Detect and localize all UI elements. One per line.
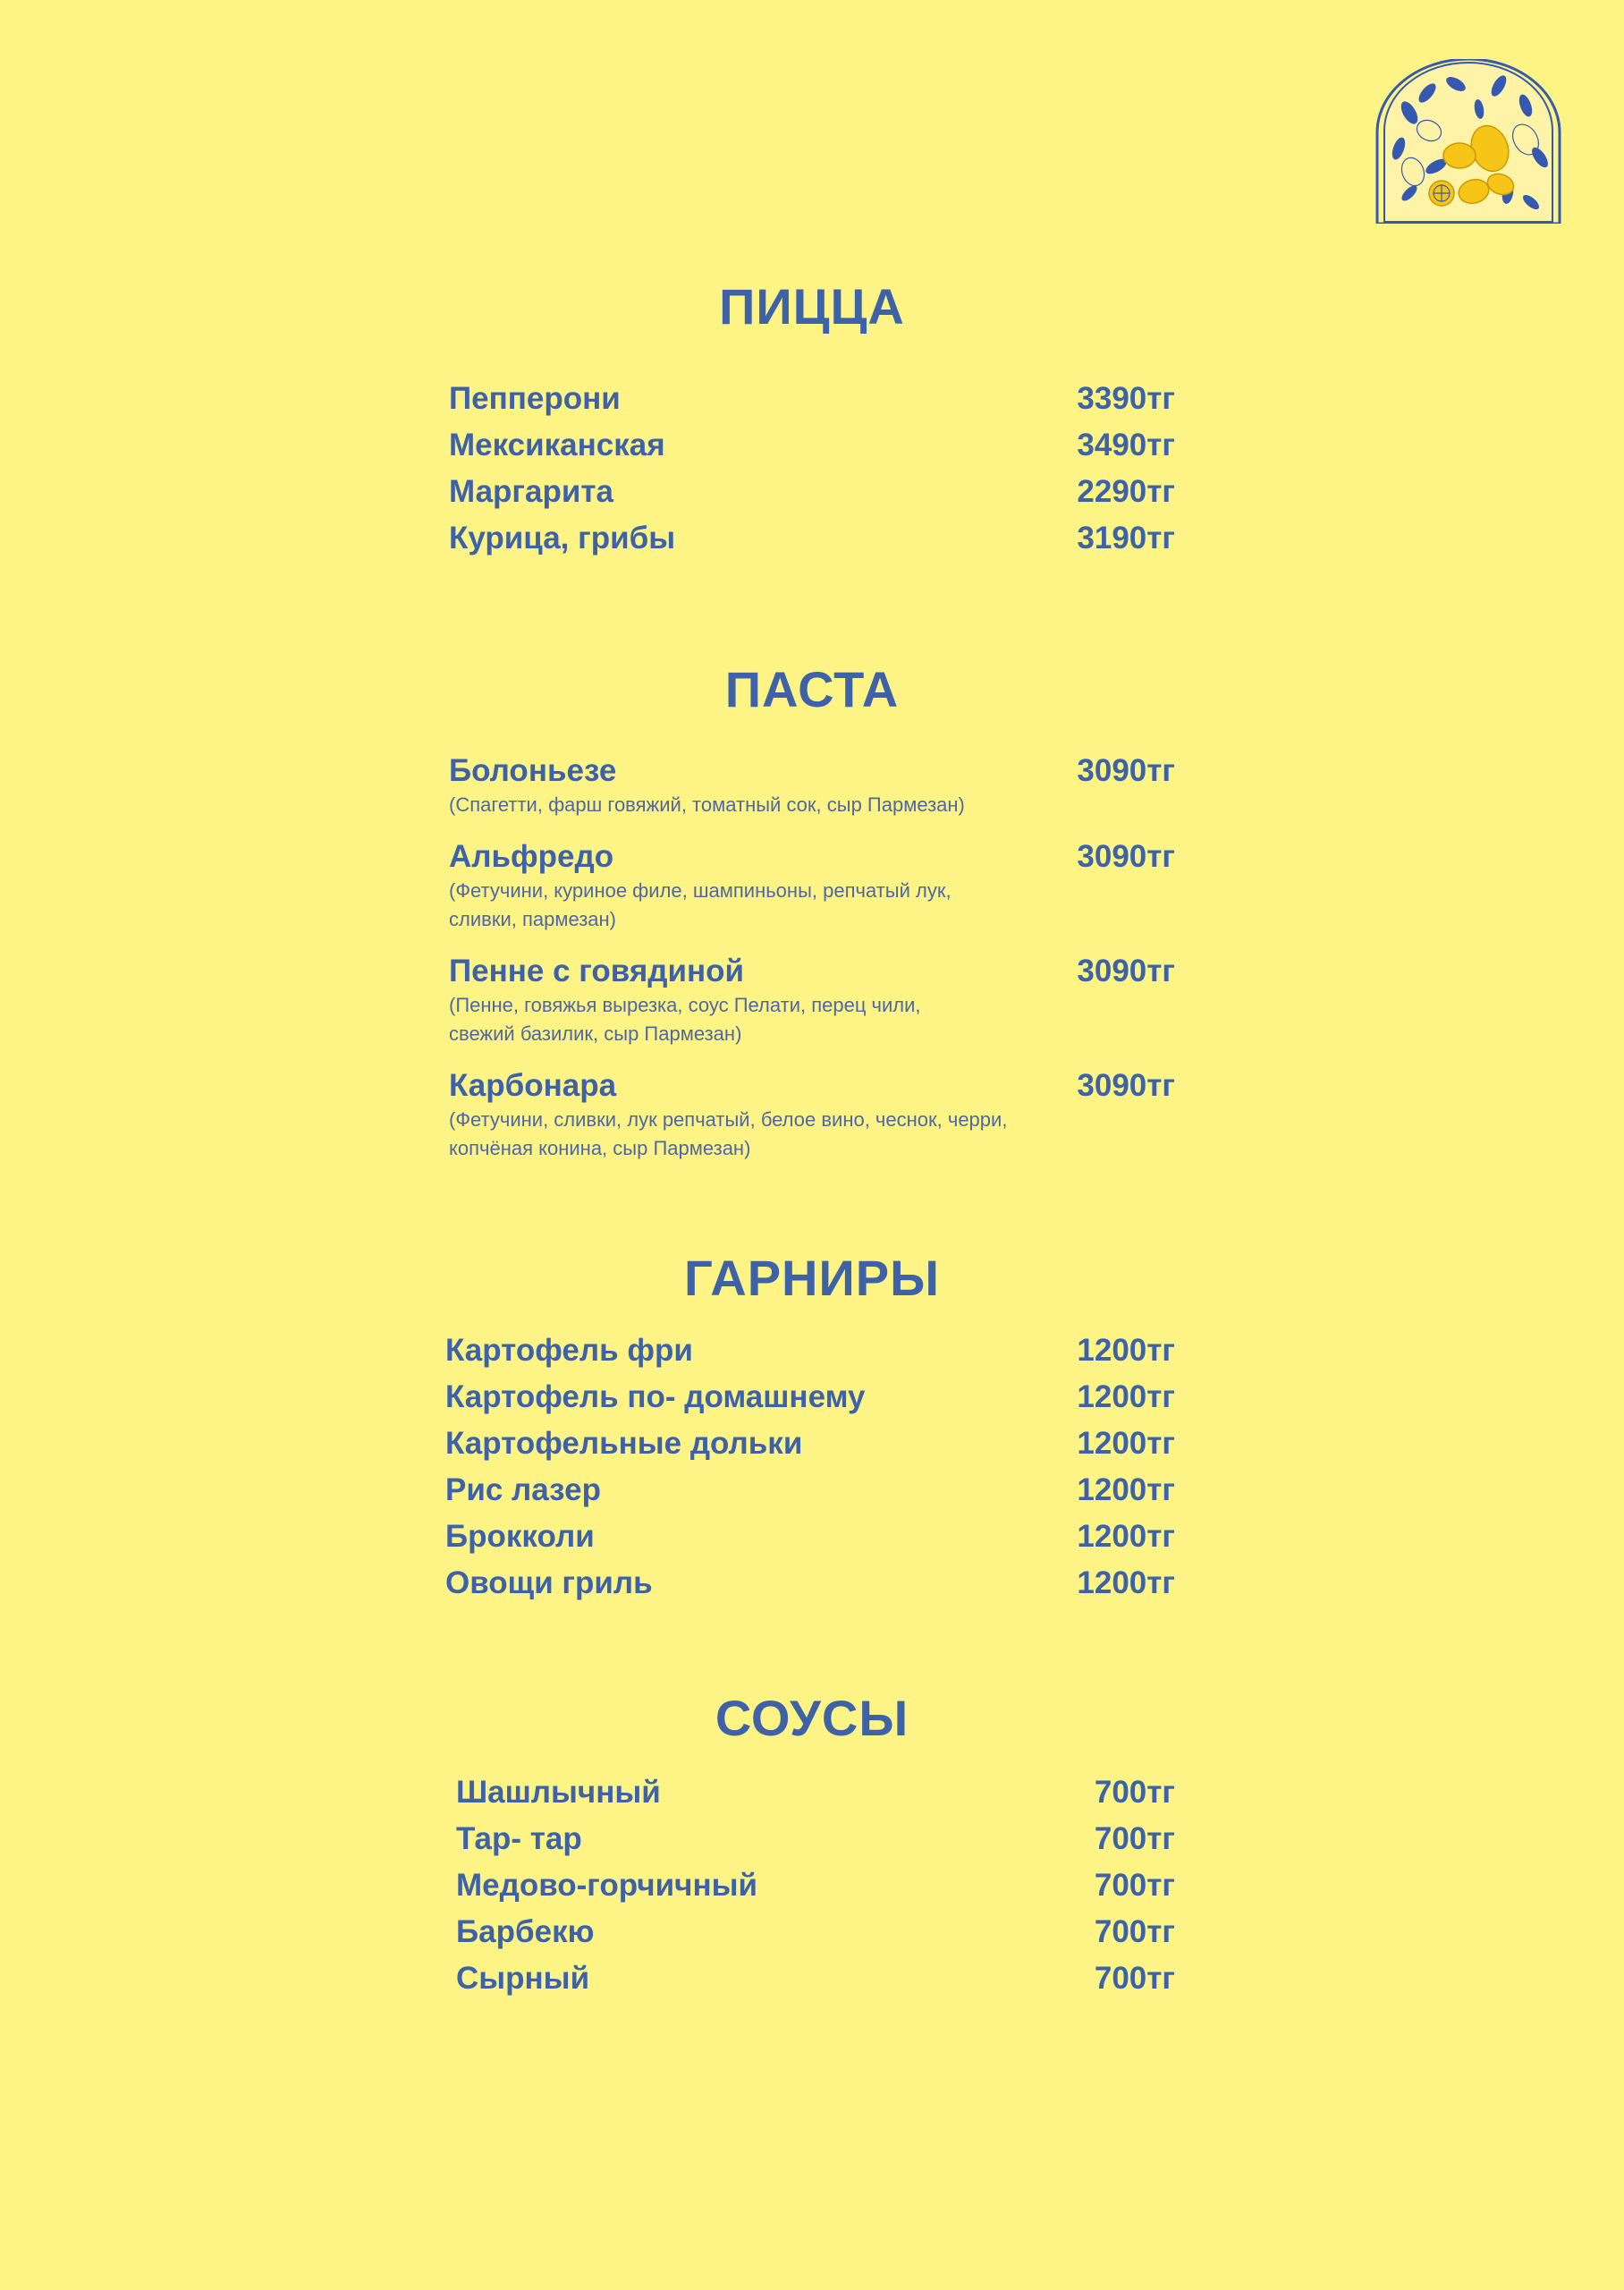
item-price: 1200тг (1077, 1379, 1175, 1414)
item-price: 3090тг (1077, 1068, 1175, 1103)
item-name: Брокколи (445, 1519, 595, 1554)
section-title-garnish: ГАРНИРЫ (684, 1250, 940, 1306)
item-name: Овощи гриль (445, 1565, 653, 1600)
item-name: Картофель по- домашнему (445, 1379, 866, 1414)
item-name: Альфредо (449, 839, 614, 874)
item-name: Тар- тар (456, 1821, 582, 1856)
item-description (449, 791, 1093, 819)
item-description-line: свежий базилик, сыр Пармезан) (449, 1022, 742, 1045)
lemon-arch-logo (1374, 59, 1563, 224)
item-price: 700тг (1094, 1914, 1175, 1949)
item-price: 2290тг (1077, 474, 1175, 509)
item-price: 1200тг (1077, 1565, 1175, 1600)
section-title-sauces: СОУСЫ (715, 1690, 909, 1746)
item-price: 1200тг (1077, 1472, 1175, 1507)
item-price: 700тг (1094, 1821, 1175, 1856)
item-description-line: (Пенне, говяжья вырезка, соус Пелати, перец чили, (449, 994, 921, 1016)
item-name: Пепперони (449, 381, 621, 416)
item-name: Сырный (456, 1961, 590, 1996)
item-description-line: сливки, пармезан) (449, 908, 617, 930)
item-description (449, 1106, 1093, 1163)
item-name: Болоньезе (449, 753, 617, 788)
item-price: 3090тг (1077, 954, 1175, 988)
item-price: 3190тг (1077, 521, 1175, 556)
item-name: Маргарита (449, 474, 613, 509)
item-name: Курица, грибы (449, 521, 676, 556)
item-name: Барбекю (456, 1914, 595, 1949)
item-price: 700тг (1094, 1961, 1175, 1996)
item-description (449, 991, 1093, 1048)
item-name: Карбонара (449, 1068, 617, 1103)
item-description (449, 877, 1093, 934)
item-name: Шашлычный (456, 1775, 661, 1810)
item-description-line: (Спагетти, фарш говяжий, томатный сок, сыр Пармезан) (449, 793, 965, 816)
lemon-logo-icon (1374, 59, 1563, 224)
item-price: 3090тг (1077, 753, 1175, 788)
item-price: 3490тг (1077, 428, 1175, 462)
item-description-line: (Фетучини, куриное филе, шампиньоны, репчатый лук, (449, 879, 952, 902)
item-description-line: (Фетучини, сливки, лук репчатый, белое вино, чеснок, черри, (449, 1108, 1008, 1131)
item-price: 3390тг (1077, 381, 1175, 416)
item-price: 1200тг (1077, 1426, 1175, 1461)
item-name: Картофель фри (445, 1333, 693, 1368)
section-title-pasta: ПАСТА (724, 661, 900, 717)
item-price: 700тг (1094, 1868, 1175, 1903)
item-price: 3090тг (1077, 839, 1175, 874)
item-price: 1200тг (1077, 1333, 1175, 1368)
item-name: Картофельные дольки (445, 1426, 803, 1461)
item-price: 700тг (1094, 1775, 1175, 1810)
item-name: Медово-горчичный (456, 1868, 758, 1903)
item-price: 1200тг (1077, 1519, 1175, 1554)
item-name: Пенне с говядиной (449, 954, 745, 988)
section-title-pizza: ПИЦЦА (719, 278, 905, 335)
item-name: Рис лазер (445, 1472, 601, 1507)
item-name: Мексиканская (449, 428, 665, 462)
item-description-line: копчёная конина, сыр Пармезан) (449, 1137, 751, 1159)
